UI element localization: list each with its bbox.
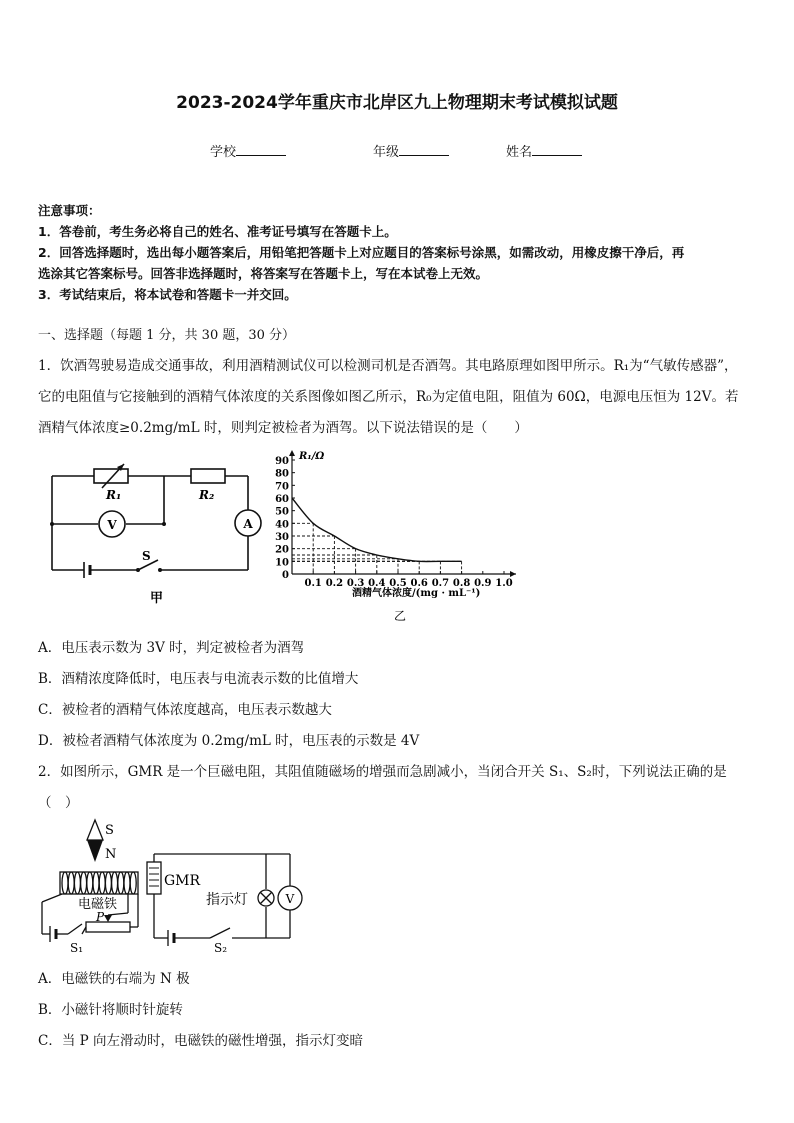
grade-label: 年级 [373,145,400,160]
page-title: 2023-2024学年重庆市北岸区九上物理期末考试模拟试题 [176,93,618,113]
resistance-curve [292,498,462,562]
x-axis-arrow [510,571,516,577]
y-tick-label: 20 [275,544,289,556]
x-tick-label: 1.0 [495,578,513,589]
name-blank [532,143,582,156]
y-tick-label: 70 [275,481,289,493]
compass-needle-south [87,820,103,840]
switch-s2-label: S₂ [214,941,228,954]
name-label: 姓名 [506,145,533,160]
x-tick-label: 0.6 [410,578,428,589]
grade-field [373,141,449,160]
q1-option-d: D．被检者酒精气体浓度为 0.2mg/mL 时，电压表的示数是 4V [38,733,420,749]
q1-option-b: B．酒精浓度降低时，电压表与电流表示数的比值增大 [38,671,359,687]
section-heading: 一、选择题（每题 1 分，共 30 题，30 分） [38,328,296,343]
x-tick-label: 0.3 [346,578,365,589]
y-tick-label: 80 [275,468,289,480]
note-item: 3．考试结束后，将本试卷和答题卡一并交回。 [38,287,297,302]
r1-label: R₁ [106,488,122,502]
switch-s1-label: S₁ [70,941,84,954]
compass-n-label: N [105,847,117,862]
y-axis-arrow [289,450,295,456]
school-field [210,141,286,160]
graph-ylabel: R₁/Ω [299,451,325,462]
note-item: 选涂其它答案标号。回答非选择题时，将答案写在答题卡上，写在本试卷上无效。 [38,266,489,281]
x-tick-label: 0.7 [431,578,450,589]
x-tick-label: 0.8 [452,578,471,589]
q1-option-a: A．电压表示数为 3V 时，判定被检者为酒驾 [38,640,305,656]
ammeter-label: A [243,517,253,531]
q2-option-b: B．小磁针将顺时针旋转 [38,1002,183,1018]
name-field [506,141,582,160]
q2-option-c: C．当 P 向左滑动时，电磁铁的磁性增强，指示灯变暗 [38,1033,363,1049]
q2-voltmeter-label: V [285,892,295,906]
note-item: 2．回答选择题时，选出每小题答案后，用铅笔把答题卡上对应题目的答案标号涂黑，如需改动，用橡皮擦干净后，再 [38,245,685,260]
y-tick-label: 10 [275,557,289,569]
x-tick-label: 0.9 [474,578,492,589]
q2-option-a: A．电磁铁的右端为 N 极 [38,971,190,987]
question-1-line: 1．饮酒驾驶易造成交通事故，利用酒精测试仪可以检测司机是否酒驾。其电路原理如图甲所示。R₁为“气敏传感器”， [38,358,738,374]
switch-label: S [142,549,151,563]
x-tick-label: 0.1 [304,578,322,589]
compass-s-label: S [105,823,114,838]
gmr-label: GMR [164,873,201,889]
slider-p-label: P [96,910,105,924]
q1-circuit-diagram [38,452,268,612]
voltmeter-label: V [107,518,117,532]
figure-caption-jia: 甲 [150,591,164,606]
graph-xlabel: 酒精气体浓度/(mg · mL⁻¹) [352,588,481,599]
y-tick-label: 50 [275,506,289,518]
y-tick-label: 40 [275,519,289,531]
grade-blank [399,143,449,156]
x-tick-label: 0.2 [325,578,344,589]
compass-needle-north [87,840,103,862]
figure-caption-yi: 乙 [394,609,407,623]
question-1-line: 酒精气体浓度≥0.2mg/mL 时，则判定被检者为酒驾。以下说法错误的是（ ） [38,420,528,436]
x-tick-label: 0.5 [389,578,407,589]
x-tick-label: 0.4 [368,578,386,589]
notes-heading: 注意事项： [38,203,101,218]
school-blank [236,143,286,156]
note-item: 1．答卷前，考生务必将自己的姓名、准考证号填写在答题卡上。 [38,224,397,239]
q1-resistance-graph [268,444,528,626]
question-2-line: （ ） [38,795,79,811]
electromagnet-label: 电磁铁 [78,897,118,912]
lamp-label: 指示灯 [206,892,248,908]
q1-option-c: C．被检者的酒精气体浓度越高，电压表示数越大 [38,702,332,718]
y-tick-label: 30 [275,532,289,543]
y-tick-label: 90 [275,456,289,467]
question-1-line: 它的电阻值与它接触到的酒精气体浓度的关系图像如图乙所示，R₀为定值电阻，阻值为 60Ω，电源电压恒为 12V。若 [38,389,739,405]
r2-label: R₂ [199,488,215,502]
y-tick-label: 60 [275,494,289,505]
y-tick-label: 0 [282,570,289,581]
school-label: 学校 [210,145,237,160]
q2-circuit-diagram [38,818,313,954]
slider-arrow [104,915,112,922]
question-2-line: 2．如图所示，GMR 是一个巨磁电阻，其阻值随磁场的增强而急剧减小，当闭合开关 S₁、S₂时，下列说法正确的是 [38,764,727,780]
